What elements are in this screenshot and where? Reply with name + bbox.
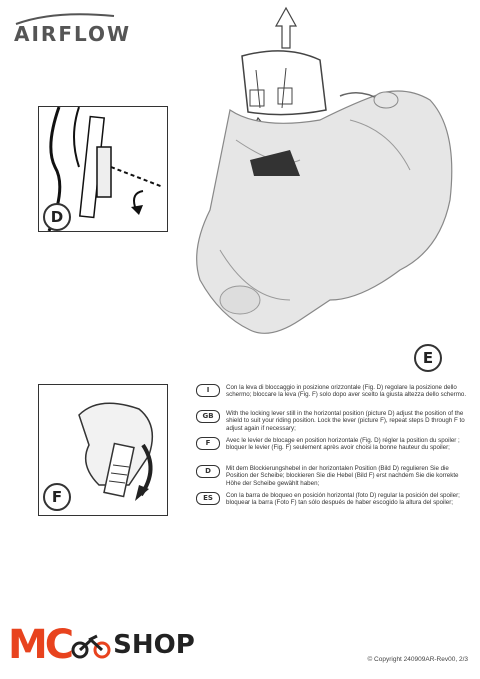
instruction-gb xyxy=(196,410,468,432)
lang-badge-es: ES xyxy=(196,492,220,505)
mcshop-logo-mc: MC xyxy=(8,622,72,668)
instruction-text-es: Con la barra de bloqueo en posición horizontal (foto D) regular la posición del spoiler; bloquear la barra (Foto F) tan sólo después de haber escogido la altura del spoiler; xyxy=(226,492,460,507)
lang-badge-de: D xyxy=(196,465,220,478)
copyright-text: © Copyright 240909AR-Rev00, 2/3 xyxy=(367,656,468,663)
mcshop-logo-shop: SHOP xyxy=(113,630,195,660)
instruction-fr xyxy=(196,437,468,452)
instruction-es xyxy=(196,492,468,507)
figure-d-box xyxy=(38,106,168,232)
lang-badge-gb: GB xyxy=(196,410,220,423)
scooter-illustration xyxy=(190,0,470,380)
figure-e-label: E xyxy=(414,344,442,372)
instruction-text-gb: With the locking lever still in the horizontal position (picture D) adjust the position of the shield to suit your riding position. Lock the lever (picture F), repeat steps D through F to adjust again if necessary; xyxy=(226,410,465,432)
instruction-text-fr: Avec le levier de blocage en position horizontale (Fig. D) régler la position du spoiler ; bloquer le levier (Fig. F) seulement après avoir choisi la bonne hauteur du spoiler; xyxy=(226,437,460,452)
figure-d-label: D xyxy=(43,203,71,231)
mcshop-logo xyxy=(8,620,195,670)
instruction-de xyxy=(196,465,468,487)
instruction-text-it: Con la leva di bloccaggio in posizione orizzontale (Fig. D) regolare la posizione dello schermo; bloccare la leva (Fig. F) solo dopo aver scelto la giusta altezza dello schermo. xyxy=(226,384,467,399)
figure-f-box xyxy=(38,384,168,516)
instruction-text-de: Mit dem Blockierungshebel in der horizontalen Position (Bild D) regulieren Sie die Position der Scheibe; blockieren Sie die Hebel (Bild F) erst nachdem Sie die korrekte Höhe der Scheibe gewählt haben; xyxy=(226,465,459,487)
motorcycle-icon xyxy=(71,630,111,660)
lang-badge-it: I xyxy=(196,384,220,397)
figure-f-label: F xyxy=(43,483,71,511)
airflow-logo: AIRFLOW xyxy=(14,22,132,46)
lang-badge-fr: F xyxy=(196,437,220,450)
instruction-it xyxy=(196,384,468,399)
